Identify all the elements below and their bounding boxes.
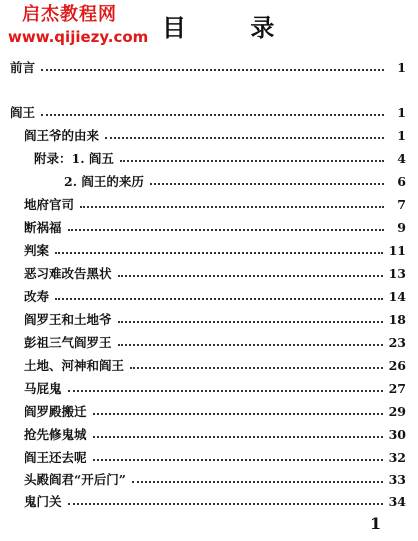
toc-leader-dots xyxy=(68,503,383,505)
toc-entry-page: 29 xyxy=(388,403,406,419)
toc-leader-dots xyxy=(80,206,384,208)
toc-entry-page: 32 xyxy=(388,449,406,465)
toc-leader-dots xyxy=(93,413,383,415)
toc-leader-dots xyxy=(93,459,383,461)
toc-entry-title: 地府官司 xyxy=(24,197,75,212)
toc-leader-dots xyxy=(118,321,383,323)
toc-entry-page: 27 xyxy=(388,380,406,396)
toc-leader-dots xyxy=(132,481,383,483)
page-title: 目 录 xyxy=(162,13,303,42)
toc-entry[interactable] xyxy=(0,102,406,122)
toc-leader-dots xyxy=(93,436,383,438)
toc-entry[interactable] xyxy=(0,217,406,237)
toc-entry-page: 34 xyxy=(388,493,406,509)
toc-entry-page: 6 xyxy=(397,173,406,189)
toc-entry-page: 26 xyxy=(388,357,406,373)
toc-entry[interactable] xyxy=(0,194,406,214)
watermark-site-name: 启杰教程网 xyxy=(22,4,117,25)
toc-entry[interactable] xyxy=(0,286,406,306)
toc-leader-dots xyxy=(55,252,383,254)
toc-entry-page: 33 xyxy=(388,471,406,487)
toc-entry-title: 阎王还去呢 xyxy=(24,450,87,465)
toc-entry[interactable] xyxy=(0,57,406,77)
toc-leader-dots xyxy=(150,183,384,185)
toc-entry-title: 附录：1. 阎五 xyxy=(34,151,114,166)
toc-entry-title: 改寿 xyxy=(24,289,50,304)
toc-leader-dots xyxy=(118,275,383,277)
toc-leader-dots xyxy=(68,229,384,231)
toc-entry[interactable] xyxy=(0,125,406,145)
toc-entry-title: 马屁鬼 xyxy=(24,381,62,396)
toc-entry[interactable] xyxy=(0,447,406,467)
toc-entry[interactable] xyxy=(0,469,406,489)
toc-leader-dots xyxy=(130,367,383,369)
toc-leader-dots xyxy=(41,69,384,71)
toc-entry-page: 1 xyxy=(397,59,406,75)
toc-entry-page: 1 xyxy=(397,104,406,120)
toc-entry-page: 23 xyxy=(388,334,406,350)
toc-entry-page: 14 xyxy=(388,288,406,304)
toc-entry[interactable] xyxy=(0,332,406,352)
toc-entry-title: 头殿阎君“开后门” xyxy=(24,472,126,487)
toc-entry-title: 彭祖三气阎罗王 xyxy=(24,335,112,350)
toc-entry-title: 抢先修鬼城 xyxy=(24,427,87,442)
toc-entry-title: 鬼门关 xyxy=(24,494,62,509)
toc-entry-page: 4 xyxy=(397,150,406,166)
toc-entry-page: 9 xyxy=(397,219,406,235)
toc-entry-title: 2. 阎王的来历 xyxy=(64,174,144,189)
toc-entry-title: 阎王爷的由来 xyxy=(24,128,100,143)
toc-entry-title: 恶习难改告黑状 xyxy=(24,266,112,281)
toc-entry-page: 7 xyxy=(397,196,406,212)
toc-leader-dots xyxy=(41,114,384,116)
toc-entry-page: 13 xyxy=(388,265,406,281)
toc-entry-title: 土地、河神和阎王 xyxy=(24,358,125,373)
toc-entry-page: 30 xyxy=(388,426,406,442)
toc-leader-dots xyxy=(55,298,383,300)
watermark-url: www.qijiezy.com xyxy=(8,28,149,46)
toc-entry-title: 阎罗王和土地爷 xyxy=(24,312,112,327)
toc-entry[interactable] xyxy=(0,263,406,283)
toc-entry[interactable] xyxy=(0,378,406,398)
footer-page-number: 1 xyxy=(370,514,382,533)
toc-entry-title: 阎王 xyxy=(10,105,36,120)
toc-leader-dots xyxy=(118,344,383,346)
toc-entry-title: 阎罗殿搬迁 xyxy=(24,404,87,419)
toc-entry[interactable] xyxy=(0,401,406,421)
toc-entry[interactable] xyxy=(0,491,406,511)
toc-entry-title: 前言 xyxy=(10,60,36,75)
toc-entry[interactable] xyxy=(0,171,406,191)
toc-entry[interactable] xyxy=(0,148,406,168)
toc-entry-page: 11 xyxy=(388,242,406,258)
toc-leader-dots xyxy=(105,137,384,139)
toc-entry[interactable] xyxy=(0,355,406,375)
toc-entry-page: 18 xyxy=(388,311,406,327)
toc-entry[interactable] xyxy=(0,309,406,329)
toc-entry-page: 1 xyxy=(397,127,406,143)
toc-entry[interactable] xyxy=(0,240,406,260)
toc-entry[interactable] xyxy=(0,424,406,444)
toc-entry-title: 判案 xyxy=(24,243,50,258)
toc-leader-dots xyxy=(68,390,383,392)
toc-entry-title: 断祸福 xyxy=(24,220,62,235)
toc-leader-dots xyxy=(120,160,384,162)
